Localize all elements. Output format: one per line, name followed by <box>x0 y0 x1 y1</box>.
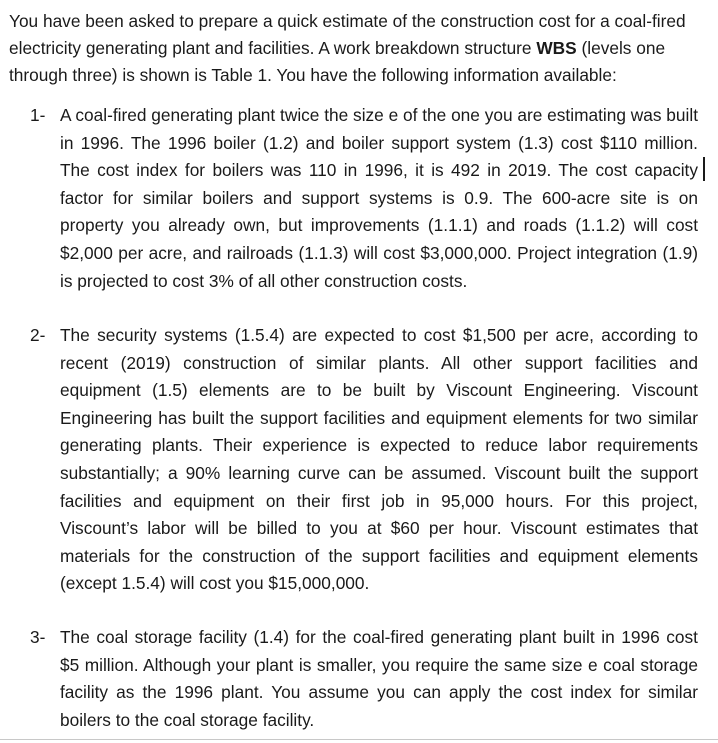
page-divider <box>0 739 718 740</box>
list-item-number: 3- <box>30 627 46 647</box>
text-cursor <box>703 157 705 181</box>
list-item <box>30 624 698 734</box>
intro-bold-term: WBS <box>536 38 577 58</box>
intro-text-start: You have been asked to prepare a quick estimate of the construction cost for a coal-fired electricity generating plant and facilities. A work breakdown structure <box>9 11 686 58</box>
list-item-number: 2- <box>30 325 46 345</box>
intro-text-end: (levels one through three) is shown is Table 1. You have the following information available: <box>9 38 666 85</box>
list-item-text: A coal-fired generating plant twice the size e of the one you are estimating was built in 1996. The 1996 boiler (1.2) and boiler support system (1.3) cost $110 million. The cost index for boilers was 110 in 1996, it is 492 in 2019. The cost capacity factor for similar boilers and support systems is 0.9. The 600-acre site is on property you already own, but improvements (1.1.1) and roads (1.1.2) will cost $2,000 per acre, and railroads (1.1.3) will cost $3,000,000. Project integration (1.9) is projected to cost 3% of all other construction costs. <box>60 105 698 291</box>
list-item <box>30 102 698 295</box>
list-item <box>30 322 698 598</box>
list-item-number: 1- <box>30 105 46 125</box>
intro-paragraph <box>9 8 701 89</box>
list-item-text: The coal storage facility (1.4) for the coal-fired generating plant built in 1996 cost $5 million. Although your plant is smaller, you require the same size e coal storage facility as the 1996 plant. You assume you can apply the cost index for similar boilers to the coal storage facility. <box>60 627 698 730</box>
list-item-text: The security systems (1.5.4) are expected to cost $1,500 per acre, according to recent (2019) construction of similar plants. All other support facilities and equipment (1.5) elements are to be built by Viscount Engineering. Viscount Engineering has built the support facilities and equipment elements for two similar generating plants. Their experience is expected to reduce labor requirements substantially; a 90% learning curve can be assumed. Viscount built the support facilities and equipment on their first job in 95,000 hours. For this project, Viscount’s labor will be billed to you at $60 per hour. Viscount estimates that materials for the construction of the support facilities and equipment elements (except 1.5.4) will cost you $15,000,000. <box>60 325 698 594</box>
